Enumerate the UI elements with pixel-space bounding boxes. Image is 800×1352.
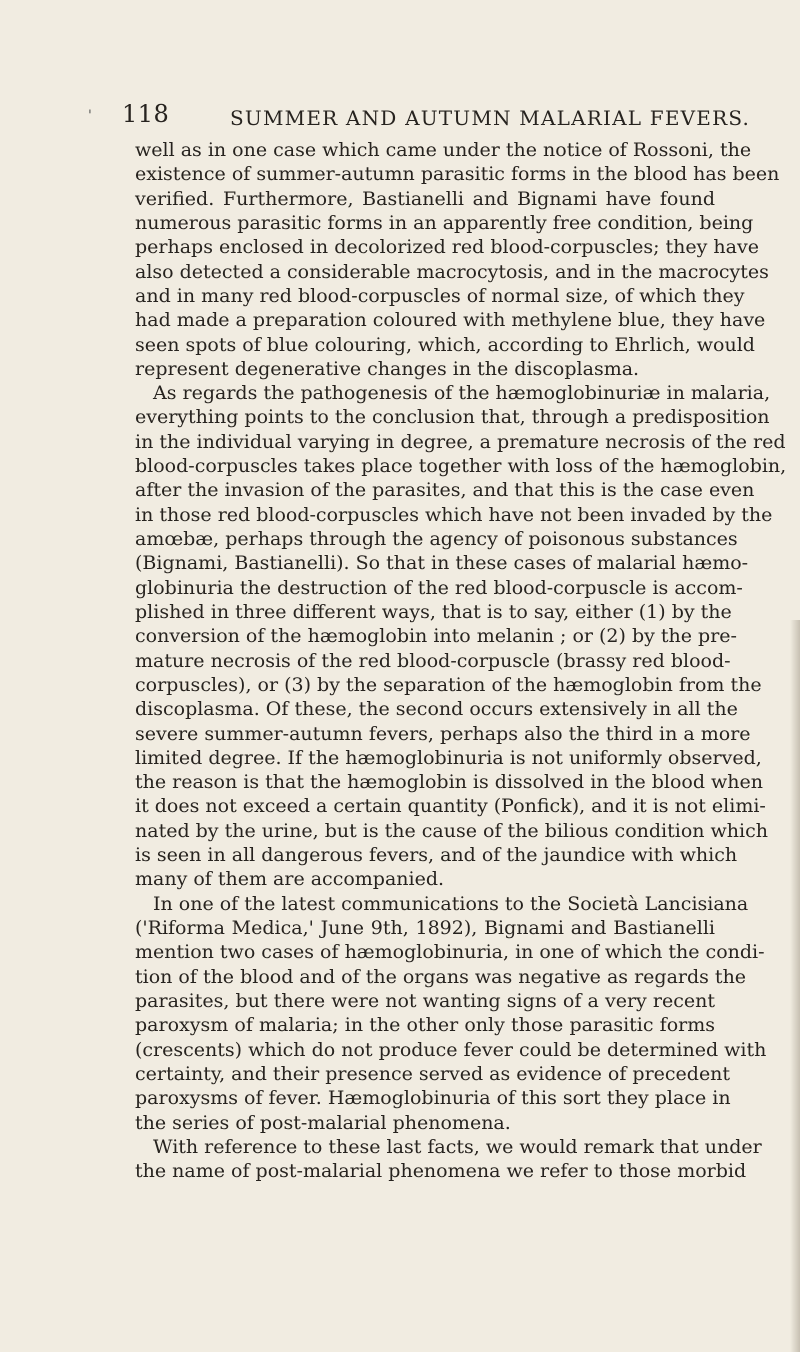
text-line: limited degree. If the hæmoglobinuria is not uniformly observed, [135,746,762,769]
running-head: SUMMER AND AUTUMN MALARIAL FEVERS. [230,106,751,130]
text-line: well as in one case which came under the notice of Rossoni, the [135,139,752,161]
text-line: in the individual varying in degree, a premature necrosis of the red [135,430,786,453]
page-header [88,100,751,140]
text-line: corpuscles), or (3) by the separation of the hæmoglobin from the [135,673,762,696]
text-line: globinuria the destruction of the red blood-corpuscle is accom- [135,576,743,599]
text-line: is seen in all dangerous fevers, and of the jaundice with which [135,844,738,867]
text-line: the reason is that the hæmoglobin is dissolved in the blood when [135,771,764,794]
text-line: parasites, but there were not wanting signs of a very recent [135,989,715,1012]
paragraph-end-line: the series of post-malarial phenomena. [135,1111,511,1134]
text-line: plished in three different ways, that is to say, either (1) by the [135,600,732,623]
text-line: the name of post-malarial phenomena we refer to those morbid [135,1160,747,1183]
text-line: blood-corpuscles takes place together with loss of the hæmoglobin, [135,455,787,478]
text-line: also detected a considerable macrocytosis, and in the macrocytes [135,260,769,283]
text-line: severe summer-autumn fevers, perhaps also the third in a more [135,722,751,745]
text-line: mention two cases of hæmoglobinuria, in one of which the condi- [135,941,765,964]
text-line: seen spots of blue colouring, which, according to Ehrlich, would [135,333,755,356]
text-line: everything points to the conclusion that, through a predisposition [135,406,770,429]
page-number: 118 [122,100,170,128]
text-line: tion of the blood and of the organs was negative as regards the [135,965,747,988]
paragraph-start-line: With reference to these last facts, we would remark that under [153,1135,762,1158]
text-line: had made a preparation coloured with methylene blue, they have [135,309,766,332]
text-line: numerous parasitic forms in an apparently free condition, being [135,211,754,234]
body-text [135,138,787,1183]
text-line: perhaps enclosed in decolorized red blood-corpuscles; they have [135,236,759,259]
text-line: paroxysm of malaria; in the other only those parasitic forms [135,1014,715,1037]
paragraph-start-line: As regards the pathogenesis of the hæmoglobinuriæ in malaria, [153,382,771,405]
text-line: it does not exceed a certain quantity (Ponfick), and it is not elimi- [135,795,766,818]
paragraph-start-line: In one of the latest communications to the Società Lancisiana [153,892,749,915]
text-line: mature necrosis of the red blood-corpuscle (brassy red blood- [135,649,731,672]
text-line: existence of summer-autumn parasitic forms in the blood has been [135,163,780,186]
text-line: amœbæ, perhaps through the agency of poisonous substances [135,528,738,550]
text-line: and in many red blood-corpuscles of normal size, of which they [135,284,745,307]
text-line: paroxysms of fever. Hæmoglobinuria of this sort they place in [135,1087,731,1110]
text-line: verified. Furthermore, Bastianelli and Bignami have found [135,187,715,210]
text-line: (crescents) which do not produce fever could be determined with [135,1038,767,1061]
page-edge-shadow [790,620,800,1352]
text-line: after the invasion of the parasites, and that this is the case even [135,479,755,502]
paragraph-end-line: many of them are accompanied. [135,868,445,891]
text-line: ('Riforma Medica,' June 9th, 1892), Bignami and Bastianelli [135,917,715,939]
text-line: certainty, and their presence served as evidence of precedent [135,1062,731,1085]
text-line: conversion of the hæmoglobin into melanin ; or (2) by the pre- [135,625,737,648]
paragraph-end-line: represent degenerative changes in the discoplasma. [135,357,640,380]
text-line: (Bignami, Bastianelli). So that in these cases of malarial hæmo- [135,552,749,575]
text-line: in those red blood-corpuscles which have not been invaded by the [135,503,773,526]
margin-tick-mark: ' [88,108,92,124]
text-line: discoplasma. Of these, the second occurs extensively in all the [135,698,738,721]
text-line: nated by the urine, but is the cause of the bilious condition which [135,819,768,842]
